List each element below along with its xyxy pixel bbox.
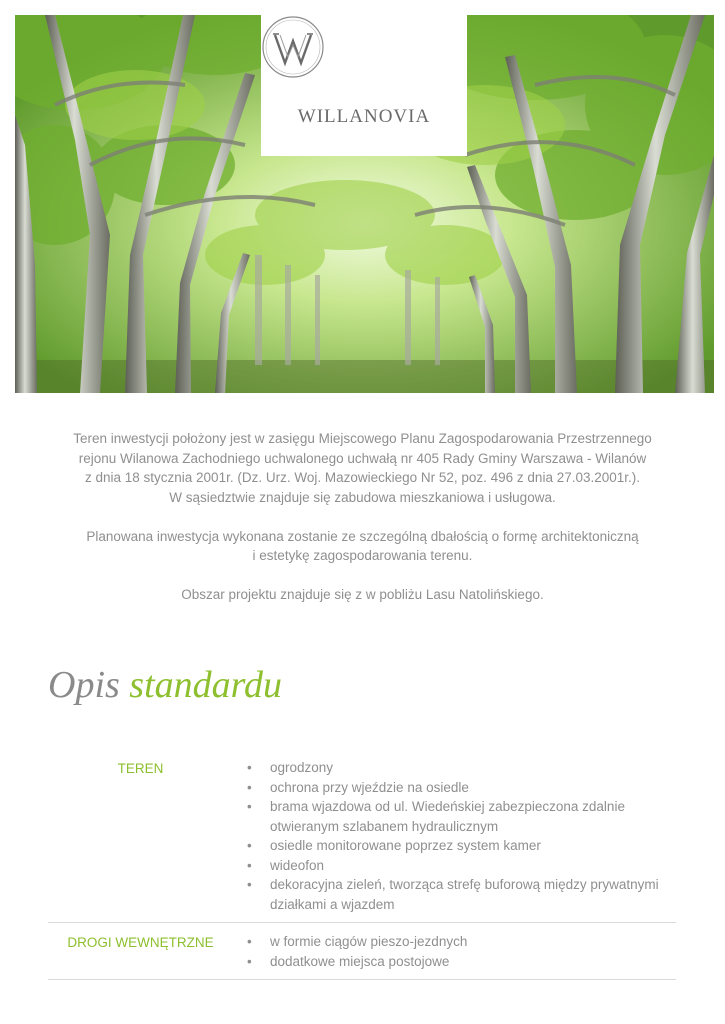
intro-paragraph-1 (40, 429, 685, 507)
section-title (48, 655, 448, 725)
standards-row-drogi (48, 932, 676, 980)
standards-row-teren (48, 758, 676, 923)
monogram-emblem-icon (261, 15, 325, 79)
list-item: • ogrodzony (270, 758, 676, 778)
intro-line: z dnia 18 stycznia 2001r. (Dz. Urz. Woj. Mazowieckiego Nr 52, poz. 496 z dnia 27.03.2001r.). (84, 470, 641, 485)
intro-paragraph-3: Obszar projektu znajduje się z w pobliżu Lasu Natolińskiego. (181, 587, 544, 602)
intro-line: W sąsiedztwie znajduje się zabudowa mieszkaniowa i usługowa. (169, 489, 556, 505)
list-item: • ochrona przy wjeździe na osiedle (270, 778, 676, 798)
section-title-part1: Opis (48, 664, 120, 706)
intro-line: i estetykę zagospodarowania terenu. (252, 548, 473, 563)
section-title-part2: standardu (129, 664, 283, 706)
list-item: • dekoracyjna zieleń, tworząca strefę buforową między prywatnymi działkami a wjazdem (270, 875, 676, 914)
list-item: • brama wjazdowa od ul. Wiedeńskiej zabezpieczona zdalnie otwieranym szlabanem hydraulicznym (270, 797, 676, 836)
row-label: DROGI WEWNĘTRZNE (67, 935, 214, 950)
intro-line: Teren inwestycji położony jest w zasięgu Miejscowego Planu Zagospodarowania Przestrzennego (73, 431, 652, 446)
row-label: TEREN (117, 761, 164, 776)
brand-name: WILLANOVIA (297, 106, 431, 127)
intro-line: Planowana inwestycja wykonana zostanie ze szczególną dbałością o formę architektoniczną (86, 528, 639, 544)
list-item: • osiedle monitorowane poprzez system kamer (270, 836, 676, 856)
list-item: • w formie ciągów pieszo-jezdnych (270, 932, 676, 952)
intro-paragraph-2 (40, 527, 685, 566)
intro-line: rejonu Wilanowa Zachodniego uchwalonego uchwałą nr 405 Rady Gminy Warszawa - Wilanów (78, 450, 647, 466)
row-items (48, 758, 676, 914)
list-item: • wideofon (270, 856, 676, 876)
list-item: • dodatkowe miejsca postojowe (270, 952, 676, 972)
hero-image (15, 15, 714, 393)
brand-logo (261, 15, 467, 156)
standards-table (48, 758, 676, 989)
intro-text (40, 429, 685, 624)
